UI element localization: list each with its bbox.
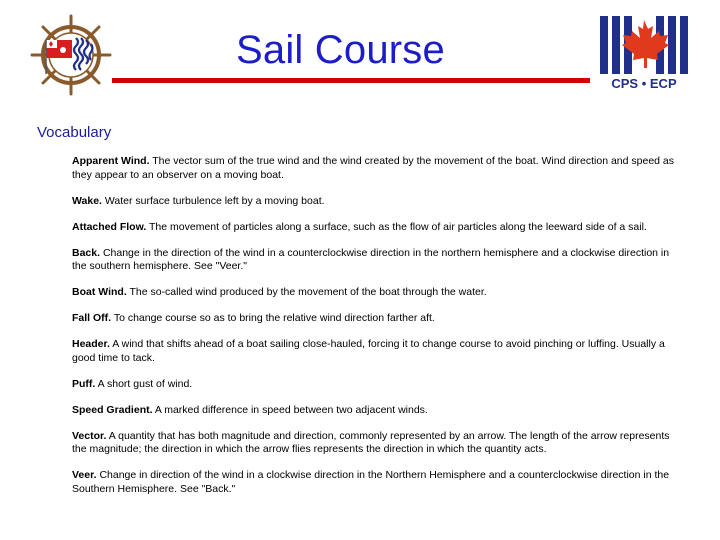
section-heading: Vocabulary — [37, 124, 112, 141]
vocab-term: Header. — [72, 338, 110, 350]
vocabulary-list — [72, 155, 684, 509]
vocab-item-vector — [72, 430, 684, 457]
vocab-term: Back. — [72, 246, 101, 259]
vocab-definition: To change course so as to bring the relative wind direction farther aft. — [111, 312, 435, 324]
vocab-term: Puff. — [72, 377, 96, 390]
vocab-term: Veer. — [72, 469, 97, 481]
vocab-term: Boat Wind. — [72, 286, 127, 298]
slide-title: Sail Course — [236, 28, 445, 72]
vocab-item-wake — [72, 195, 684, 209]
vocab-item-header — [72, 338, 684, 365]
vocab-item-apparent-wind — [72, 155, 684, 182]
cps-ecp-maple-leaf-icon — [598, 16, 690, 92]
vocab-item-fall-off — [72, 312, 684, 326]
vocab-definition: Change in the direction of the wind in a counterclockwise direction in the northern hemisphere and a clockwise direction in the southern hemisphere. See "Veer." — [72, 246, 670, 272]
vocab-term: Vector. — [72, 429, 107, 442]
vocab-term: Speed Gradient. — [72, 403, 153, 416]
vocab-item-puff — [72, 378, 684, 392]
vocab-definition: A marked difference in speed between two adjacent winds. — [152, 403, 428, 416]
logo-text: CPS • ECP — [611, 76, 677, 91]
vocab-definition: The movement of particles along a surface, such as the flow of air particles along the leeward side of a sail. — [146, 220, 647, 233]
vocab-definition: A short gust of wind. — [95, 377, 193, 390]
title-divider — [112, 78, 590, 83]
vocab-definition: A quantity that has both magnitude and direction, commonly represented by an arrow. The length of the arrow represents the magnitude; the direction in which the arrow flies represents the direction in which the quantity acts. — [72, 429, 670, 455]
vocab-item-back — [72, 247, 684, 274]
vocab-definition: The vector sum of the true wind and the wind created by the movement of the boat. Wind direction and speed as they appear to an observer on a moving boat. — [72, 155, 675, 181]
vocab-item-speed-gradient — [72, 404, 684, 418]
vocab-item-boat-wind — [72, 286, 684, 300]
vocab-definition: A wind that shifts ahead of a boat sailing close-hauled, forcing it to change course to avoid pinching or luffing. Usually a good time to tack. — [72, 338, 665, 364]
vocab-term: Wake. — [72, 194, 102, 207]
vocab-definition: Change in direction of the wind in a clockwise direction in the Northern Hemisphere and a counterclockwise direction in the Southern Hemisphere. See "Back." — [72, 469, 670, 495]
ships-wheel-flag-icon — [30, 14, 112, 96]
vocab-item-attached-flow — [72, 221, 684, 235]
vocab-term: Fall Off. — [72, 312, 112, 324]
vocab-item-veer — [72, 469, 684, 496]
vocab-definition: The so-called wind produced by the movement of the boat through the water. — [126, 286, 487, 298]
vocab-term: Attached Flow. — [72, 220, 147, 233]
vocab-term: Apparent Wind. — [72, 155, 150, 167]
vocab-definition: Water surface turbulence left by a moving boat. — [101, 194, 325, 207]
